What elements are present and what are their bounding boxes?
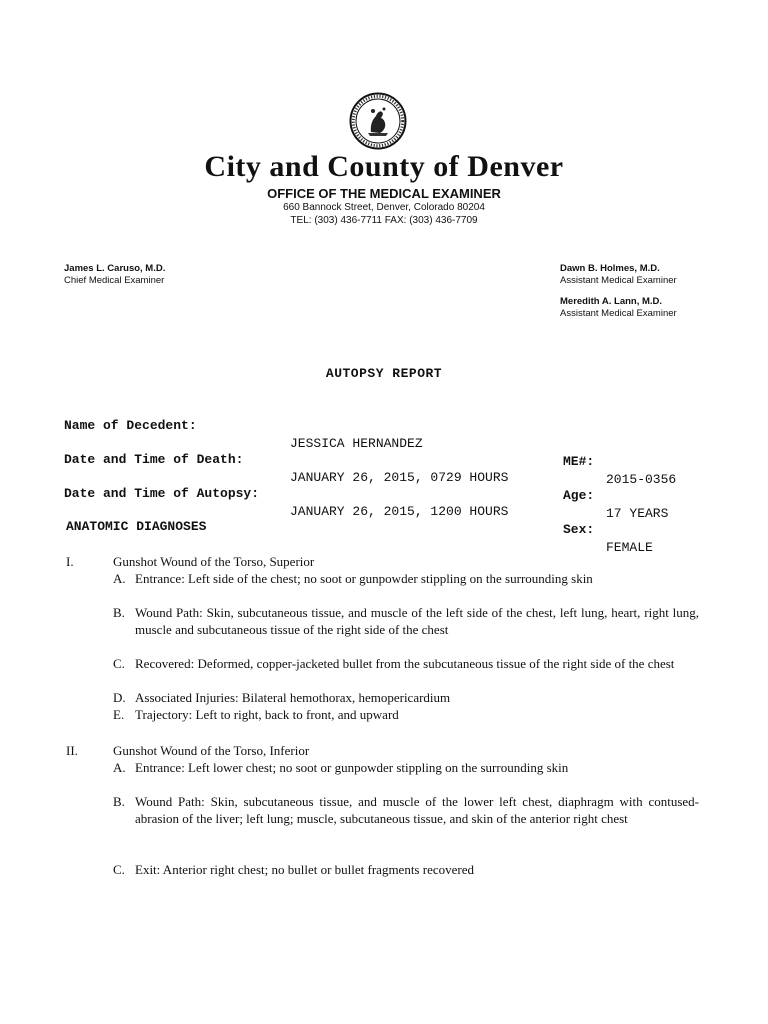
- office-phone: TEL: (303) 436-7711 FAX: (303) 436-7709: [290, 215, 478, 226]
- diagnosis-item: [113, 570, 699, 587]
- info-value: JANUARY 26, 2015, 0729 HOURS: [290, 470, 509, 485]
- diagnosis-item: [113, 861, 699, 878]
- diagnosis-item: [113, 759, 699, 776]
- item-text: Recovered: Deformed, copper-jacketed bullet from the subcutaneous tissue of the right side of the chest: [135, 656, 675, 671]
- item-letter: A.: [113, 571, 126, 586]
- item-letter: C.: [113, 862, 125, 877]
- item-text: Exit: Anterior right chest; no bullet or bullet fragments recovered: [135, 862, 474, 877]
- info-value: 2015-0356: [606, 472, 677, 487]
- city-title: City and County of Denver: [204, 150, 564, 183]
- info-label: Age:: [563, 488, 595, 503]
- info-label: Date and Time of Death:: [64, 452, 244, 467]
- examiner-title: Assistant Medical Examiner: [560, 275, 677, 286]
- city-seal-icon: [349, 92, 407, 150]
- item-text: Entrance: Left lower chest; no soot or gunpowder stippling on the surrounding skin: [135, 760, 569, 775]
- item-text: Wound Path: Skin, subcutaneous tissue, and muscle of the left side of the chest, left lung, heart, right lung, muscle and subcutaneous tissue of the right side of the chest: [135, 605, 699, 637]
- section-title: Gunshot Wound of the Torso, Inferior: [113, 743, 310, 758]
- examiner-title: Assistant Medical Examiner: [560, 308, 677, 319]
- examiner-name: Dawn B. Holmes, M.D.: [560, 263, 660, 274]
- diagnosis-item: [113, 706, 699, 723]
- item-text: Trajectory: Left to right, back to front, and upward: [135, 707, 399, 722]
- office-name: OFFICE OF THE MEDICAL EXAMINER: [267, 186, 501, 201]
- info-value: 17 YEARS: [606, 506, 669, 521]
- diagnosis-item: [113, 689, 699, 706]
- info-label: ME#:: [563, 454, 595, 469]
- examiner-title: Chief Medical Examiner: [64, 275, 165, 286]
- diagnoses-heading: ANATOMIC DIAGNOSES: [66, 519, 207, 534]
- info-label: Date and Time of Autopsy:: [64, 486, 260, 501]
- examiner-name: James L. Caruso, M.D.: [64, 263, 166, 274]
- examiner-left-1: [64, 263, 165, 287]
- letterhead: [0, 150, 768, 227]
- info-value: FEMALE: [606, 540, 653, 555]
- examiner-name: Meredith A. Lann, M.D.: [560, 296, 663, 307]
- item-letter: B.: [113, 794, 125, 809]
- item-letter: B.: [113, 605, 125, 620]
- item-letter: E.: [113, 707, 125, 722]
- diagnosis-item: [113, 604, 699, 638]
- item-letter: D.: [113, 690, 126, 705]
- info-value: JESSICA HERNANDEZ: [290, 436, 423, 451]
- item-text: Associated Injuries: Bilateral hemothorax, hemopericardium: [135, 690, 451, 705]
- section-number: II.: [66, 743, 78, 758]
- office-address: 660 Bannock Street, Denver, Colorado 80204: [283, 202, 485, 213]
- item-text: Wound Path: Skin, subcutaneous tissue, and muscle of the lower left chest, diaphragm with contused-abrasion of the liver; left lung; muscle, subcutaneous tissue, and skin of the anterior right chest: [135, 794, 699, 826]
- section-title: Gunshot Wound of the Torso, Superior: [113, 554, 315, 569]
- item-letter: C.: [113, 656, 125, 671]
- diagnosis-item: [113, 793, 699, 827]
- item-text: Entrance: Left side of the chest; no soot or gunpowder stippling on the surrounding skin: [135, 571, 593, 586]
- info-label: Name of Decedent:: [64, 418, 197, 433]
- section-number: I.: [66, 554, 74, 569]
- examiner-right-2: [560, 296, 677, 320]
- item-letter: A.: [113, 760, 126, 775]
- examiner-right-1: [560, 263, 677, 287]
- info-value: JANUARY 26, 2015, 1200 HOURS: [290, 504, 509, 519]
- info-label: Sex:: [563, 522, 595, 537]
- diagnosis-item: [113, 655, 699, 672]
- report-title: AUTOPSY REPORT: [325, 366, 443, 381]
